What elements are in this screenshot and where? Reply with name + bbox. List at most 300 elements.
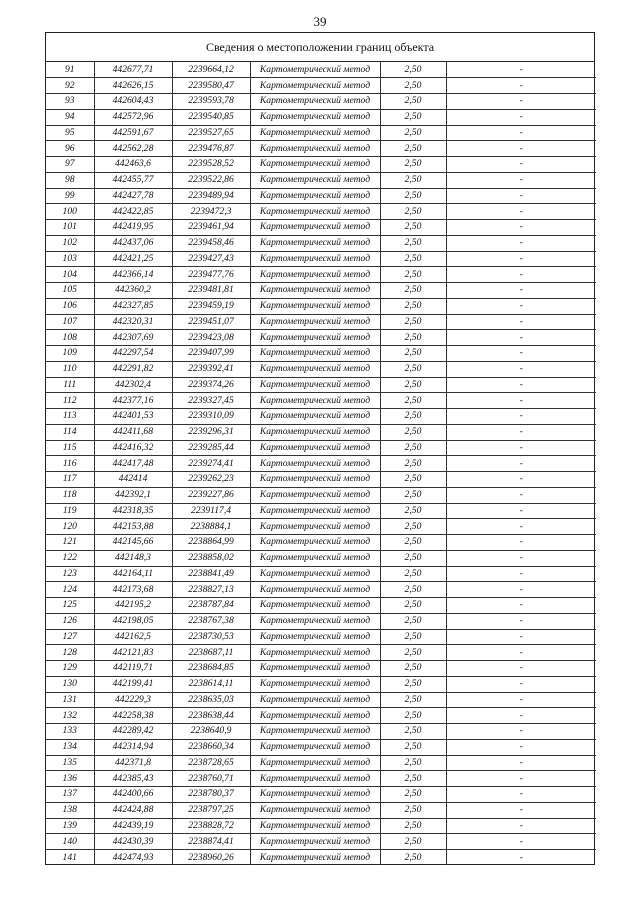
point-number-cell: 97	[46, 157, 94, 173]
x-coordinate-cell: 442229,3	[94, 692, 172, 708]
y-coordinate-cell: 2239374,26	[172, 377, 250, 393]
description-cell: -	[446, 314, 596, 330]
point-number-cell: 121	[46, 535, 94, 551]
description-cell: -	[446, 330, 596, 346]
description-cell: -	[446, 676, 596, 692]
x-coordinate-cell: 442377,16	[94, 393, 172, 409]
accuracy-cell: 2,50	[380, 251, 446, 267]
method-cell: Картометрический метод	[250, 220, 380, 236]
point-number-cell: 103	[46, 251, 94, 267]
method-cell: Картометрический метод	[250, 676, 380, 692]
table-row	[46, 141, 596, 157]
x-coordinate-cell: 442371,8	[94, 755, 172, 771]
x-coordinate-cell: 442320,31	[94, 314, 172, 330]
x-coordinate-cell: 442463,6	[94, 157, 172, 173]
y-coordinate-cell: 2238828,72	[172, 818, 250, 834]
coordinates-table-body	[46, 62, 596, 865]
method-cell: Картометрический метод	[250, 125, 380, 141]
accuracy-cell: 2,50	[380, 235, 446, 251]
method-cell: Картометрический метод	[250, 755, 380, 771]
accuracy-cell: 2,50	[380, 314, 446, 330]
y-coordinate-cell: 2238780,37	[172, 787, 250, 803]
description-cell: -	[446, 456, 596, 472]
method-cell: Картометрический метод	[250, 78, 380, 94]
method-cell: Картометрический метод	[250, 739, 380, 755]
x-coordinate-cell: 442392,1	[94, 487, 172, 503]
accuracy-cell: 2,50	[380, 692, 446, 708]
x-coordinate-cell: 442400,66	[94, 787, 172, 803]
description-cell: -	[446, 472, 596, 488]
description-cell: -	[446, 724, 596, 740]
table-row	[46, 62, 596, 78]
x-coordinate-cell: 442417,48	[94, 456, 172, 472]
accuracy-cell: 2,50	[380, 346, 446, 362]
table-row	[46, 676, 596, 692]
x-coordinate-cell: 442119,71	[94, 661, 172, 677]
description-cell: -	[446, 692, 596, 708]
method-cell: Картометрический метод	[250, 157, 380, 173]
point-number-cell: 125	[46, 598, 94, 614]
y-coordinate-cell: 2238638,44	[172, 708, 250, 724]
table-row	[46, 645, 596, 661]
description-cell: -	[446, 598, 596, 614]
method-cell: Картометрический метод	[250, 314, 380, 330]
y-coordinate-cell: 2238614,11	[172, 676, 250, 692]
y-coordinate-cell: 2239227,86	[172, 487, 250, 503]
method-cell: Картометрический метод	[250, 298, 380, 314]
accuracy-cell: 2,50	[380, 62, 446, 78]
y-coordinate-cell: 2238874,41	[172, 834, 250, 850]
table-row	[46, 172, 596, 188]
x-coordinate-cell: 442327,85	[94, 298, 172, 314]
accuracy-cell: 2,50	[380, 598, 446, 614]
description-cell: -	[446, 235, 596, 251]
x-coordinate-cell: 442297,54	[94, 346, 172, 362]
table-row	[46, 330, 596, 346]
point-number-cell: 116	[46, 456, 94, 472]
y-coordinate-cell: 2239274,41	[172, 456, 250, 472]
method-cell: Картометрический метод	[250, 535, 380, 551]
accuracy-cell: 2,50	[380, 739, 446, 755]
table-row	[46, 314, 596, 330]
y-coordinate-cell: 2239310,09	[172, 409, 250, 425]
point-number-cell: 101	[46, 220, 94, 236]
point-number-cell: 106	[46, 298, 94, 314]
point-number-cell: 114	[46, 424, 94, 440]
table-row	[46, 424, 596, 440]
table-row	[46, 393, 596, 409]
description-cell: -	[446, 519, 596, 535]
method-cell: Картометрический метод	[250, 94, 380, 110]
method-cell: Картометрический метод	[250, 629, 380, 645]
description-cell: -	[446, 283, 596, 299]
table-row	[46, 755, 596, 771]
point-number-cell: 109	[46, 346, 94, 362]
description-cell: -	[446, 771, 596, 787]
method-cell: Картометрический метод	[250, 109, 380, 125]
method-cell: Картометрический метод	[250, 550, 380, 566]
method-cell: Картометрический метод	[250, 850, 380, 866]
x-coordinate-cell: 442302,4	[94, 377, 172, 393]
x-coordinate-cell: 442199,41	[94, 676, 172, 692]
table-row	[46, 692, 596, 708]
point-number-cell: 130	[46, 676, 94, 692]
x-coordinate-cell: 442291,82	[94, 361, 172, 377]
y-coordinate-cell: 2239262,23	[172, 472, 250, 488]
table-row	[46, 787, 596, 803]
accuracy-cell: 2,50	[380, 109, 446, 125]
method-cell: Картометрический метод	[250, 188, 380, 204]
accuracy-cell: 2,50	[380, 708, 446, 724]
table-row	[46, 472, 596, 488]
y-coordinate-cell: 2239451,07	[172, 314, 250, 330]
accuracy-cell: 2,50	[380, 629, 446, 645]
table-row	[46, 298, 596, 314]
y-coordinate-cell: 2239472,3	[172, 204, 250, 220]
accuracy-cell: 2,50	[380, 377, 446, 393]
accuracy-cell: 2,50	[380, 566, 446, 582]
accuracy-cell: 2,50	[380, 172, 446, 188]
method-cell: Картометрический метод	[250, 692, 380, 708]
point-number-cell: 95	[46, 125, 94, 141]
description-cell: -	[446, 613, 596, 629]
point-number-cell: 129	[46, 661, 94, 677]
point-number-cell: 100	[46, 204, 94, 220]
table-row	[46, 188, 596, 204]
method-cell: Картометрический метод	[250, 661, 380, 677]
description-cell: -	[446, 62, 596, 78]
point-number-cell: 93	[46, 94, 94, 110]
accuracy-cell: 2,50	[380, 361, 446, 377]
accuracy-cell: 2,50	[380, 141, 446, 157]
y-coordinate-cell: 2239528,52	[172, 157, 250, 173]
x-coordinate-cell: 442416,32	[94, 440, 172, 456]
table-row	[46, 834, 596, 850]
accuracy-cell: 2,50	[380, 582, 446, 598]
method-cell: Картометрический метод	[250, 519, 380, 535]
x-coordinate-cell: 442162,5	[94, 629, 172, 645]
y-coordinate-cell: 2238728,65	[172, 755, 250, 771]
method-cell: Картометрический метод	[250, 330, 380, 346]
x-coordinate-cell: 442385,43	[94, 771, 172, 787]
description-cell: -	[446, 645, 596, 661]
x-coordinate-cell: 442439,19	[94, 818, 172, 834]
y-coordinate-cell: 2238858,02	[172, 550, 250, 566]
table-row	[46, 566, 596, 582]
description-cell: -	[446, 661, 596, 677]
y-coordinate-cell: 2238797,25	[172, 802, 250, 818]
x-coordinate-cell: 442427,78	[94, 188, 172, 204]
accuracy-cell: 2,50	[380, 125, 446, 141]
accuracy-cell: 2,50	[380, 456, 446, 472]
y-coordinate-cell: 2239527,65	[172, 125, 250, 141]
point-number-cell: 136	[46, 771, 94, 787]
table-row	[46, 661, 596, 677]
method-cell: Картометрический метод	[250, 393, 380, 409]
description-cell: -	[446, 346, 596, 362]
x-coordinate-cell: 442430,39	[94, 834, 172, 850]
method-cell: Картометрический метод	[250, 62, 380, 78]
y-coordinate-cell: 2238684,85	[172, 661, 250, 677]
accuracy-cell: 2,50	[380, 487, 446, 503]
table-row	[46, 346, 596, 362]
accuracy-cell: 2,50	[380, 220, 446, 236]
point-number-cell: 107	[46, 314, 94, 330]
accuracy-cell: 2,50	[380, 771, 446, 787]
y-coordinate-cell: 2239593,78	[172, 94, 250, 110]
point-number-cell: 133	[46, 724, 94, 740]
y-coordinate-cell: 2239296,31	[172, 424, 250, 440]
accuracy-cell: 2,50	[380, 204, 446, 220]
coordinates-table	[46, 62, 596, 865]
table-row	[46, 629, 596, 645]
accuracy-cell: 2,50	[380, 283, 446, 299]
point-number-cell: 124	[46, 582, 94, 598]
x-coordinate-cell: 442173,68	[94, 582, 172, 598]
method-cell: Картометрический метод	[250, 235, 380, 251]
y-coordinate-cell: 2239489,94	[172, 188, 250, 204]
description-cell: -	[446, 377, 596, 393]
description-cell: -	[446, 739, 596, 755]
accuracy-cell: 2,50	[380, 550, 446, 566]
description-cell: -	[446, 818, 596, 834]
description-cell: -	[446, 629, 596, 645]
point-number-cell: 120	[46, 519, 94, 535]
y-coordinate-cell: 2239540,85	[172, 109, 250, 125]
method-cell: Картометрический метод	[250, 377, 380, 393]
table-row	[46, 724, 596, 740]
table-row	[46, 157, 596, 173]
y-coordinate-cell: 2238841,49	[172, 566, 250, 582]
x-coordinate-cell: 442455,77	[94, 172, 172, 188]
point-number-cell: 111	[46, 377, 94, 393]
x-coordinate-cell: 442422,85	[94, 204, 172, 220]
y-coordinate-cell: 2238787,84	[172, 598, 250, 614]
table-row	[46, 613, 596, 629]
description-cell: -	[446, 78, 596, 94]
y-coordinate-cell: 2239477,76	[172, 267, 250, 283]
x-coordinate-cell: 442121,83	[94, 645, 172, 661]
point-number-cell: 137	[46, 787, 94, 803]
description-cell: -	[446, 566, 596, 582]
y-coordinate-cell: 2239664,12	[172, 62, 250, 78]
method-cell: Картометрический метод	[250, 503, 380, 519]
table-row	[46, 598, 596, 614]
table-row	[46, 78, 596, 94]
accuracy-cell: 2,50	[380, 157, 446, 173]
description-cell: -	[446, 487, 596, 503]
method-cell: Картометрический метод	[250, 787, 380, 803]
boundary-table-frame	[45, 32, 595, 865]
point-number-cell: 135	[46, 755, 94, 771]
description-cell: -	[446, 188, 596, 204]
description-cell: -	[446, 157, 596, 173]
x-coordinate-cell: 442195,2	[94, 598, 172, 614]
x-coordinate-cell: 442289,42	[94, 724, 172, 740]
table-row	[46, 456, 596, 472]
method-cell: Картометрический метод	[250, 456, 380, 472]
method-cell: Картометрический метод	[250, 267, 380, 283]
point-number-cell: 102	[46, 235, 94, 251]
accuracy-cell: 2,50	[380, 724, 446, 740]
x-coordinate-cell: 442258,38	[94, 708, 172, 724]
accuracy-cell: 2,50	[380, 834, 446, 850]
table-row	[46, 440, 596, 456]
table-row	[46, 283, 596, 299]
point-number-cell: 118	[46, 487, 94, 503]
table-row	[46, 94, 596, 110]
description-cell: -	[446, 582, 596, 598]
point-number-cell: 119	[46, 503, 94, 519]
table-row	[46, 771, 596, 787]
table-row	[46, 535, 596, 551]
x-coordinate-cell: 442414	[94, 472, 172, 488]
accuracy-cell: 2,50	[380, 818, 446, 834]
description-cell: -	[446, 361, 596, 377]
description-cell: -	[446, 787, 596, 803]
method-cell: Картометрический метод	[250, 645, 380, 661]
description-cell: -	[446, 503, 596, 519]
table-row	[46, 708, 596, 724]
method-cell: Картометрический метод	[250, 251, 380, 267]
description-cell: -	[446, 409, 596, 425]
point-number-cell: 131	[46, 692, 94, 708]
accuracy-cell: 2,50	[380, 409, 446, 425]
method-cell: Картометрический метод	[250, 818, 380, 834]
point-number-cell: 105	[46, 283, 94, 299]
description-cell: -	[446, 172, 596, 188]
accuracy-cell: 2,50	[380, 440, 446, 456]
description-cell: -	[446, 94, 596, 110]
table-row	[46, 251, 596, 267]
description-cell: -	[446, 109, 596, 125]
accuracy-cell: 2,50	[380, 330, 446, 346]
x-coordinate-cell: 442148,3	[94, 550, 172, 566]
method-cell: Картометрический метод	[250, 834, 380, 850]
x-coordinate-cell: 442421,25	[94, 251, 172, 267]
method-cell: Картометрический метод	[250, 361, 380, 377]
page-number: 39	[313, 14, 327, 29]
point-number-cell: 94	[46, 109, 94, 125]
method-cell: Картометрический метод	[250, 613, 380, 629]
x-coordinate-cell: 442411,68	[94, 424, 172, 440]
accuracy-cell: 2,50	[380, 535, 446, 551]
description-cell: -	[446, 440, 596, 456]
y-coordinate-cell: 2238635,03	[172, 692, 250, 708]
x-coordinate-cell: 442424,88	[94, 802, 172, 818]
point-number-cell: 134	[46, 739, 94, 755]
accuracy-cell: 2,50	[380, 676, 446, 692]
y-coordinate-cell: 2238827,13	[172, 582, 250, 598]
y-coordinate-cell: 2238960,26	[172, 850, 250, 866]
x-coordinate-cell: 442366,14	[94, 267, 172, 283]
x-coordinate-cell: 442401,53	[94, 409, 172, 425]
y-coordinate-cell: 2239580,47	[172, 78, 250, 94]
y-coordinate-cell: 2238660,34	[172, 739, 250, 755]
description-cell: -	[446, 755, 596, 771]
x-coordinate-cell: 442474,93	[94, 850, 172, 866]
x-coordinate-cell: 442562,28	[94, 141, 172, 157]
accuracy-cell: 2,50	[380, 188, 446, 204]
y-coordinate-cell: 2239392,41	[172, 361, 250, 377]
accuracy-cell: 2,50	[380, 298, 446, 314]
method-cell: Картометрический метод	[250, 141, 380, 157]
method-cell: Картометрический метод	[250, 566, 380, 582]
method-cell: Картометрический метод	[250, 172, 380, 188]
point-number-cell: 138	[46, 802, 94, 818]
y-coordinate-cell: 2239117,4	[172, 503, 250, 519]
point-number-cell: 117	[46, 472, 94, 488]
x-coordinate-cell: 442198,05	[94, 613, 172, 629]
method-cell: Картометрический метод	[250, 204, 380, 220]
description-cell: -	[446, 204, 596, 220]
accuracy-cell: 2,50	[380, 393, 446, 409]
point-number-cell: 98	[46, 172, 94, 188]
accuracy-cell: 2,50	[380, 424, 446, 440]
y-coordinate-cell: 2239285,44	[172, 440, 250, 456]
y-coordinate-cell: 2238767,38	[172, 613, 250, 629]
point-number-cell: 96	[46, 141, 94, 157]
point-number-cell: 141	[46, 850, 94, 866]
point-number-cell: 108	[46, 330, 94, 346]
x-coordinate-cell: 442314,94	[94, 739, 172, 755]
accuracy-cell: 2,50	[380, 78, 446, 94]
point-number-cell: 112	[46, 393, 94, 409]
description-cell: -	[446, 267, 596, 283]
y-coordinate-cell: 2239476,87	[172, 141, 250, 157]
accuracy-cell: 2,50	[380, 267, 446, 283]
accuracy-cell: 2,50	[380, 802, 446, 818]
method-cell: Картометрический метод	[250, 472, 380, 488]
description-cell: -	[446, 535, 596, 551]
x-coordinate-cell: 442360,2	[94, 283, 172, 299]
table-row	[46, 519, 596, 535]
table-row	[46, 409, 596, 425]
method-cell: Картометрический метод	[250, 440, 380, 456]
x-coordinate-cell: 442153,88	[94, 519, 172, 535]
method-cell: Картометрический метод	[250, 708, 380, 724]
point-number-cell: 123	[46, 566, 94, 582]
description-cell: -	[446, 550, 596, 566]
point-number-cell: 132	[46, 708, 94, 724]
point-number-cell: 92	[46, 78, 94, 94]
y-coordinate-cell: 2238760,71	[172, 771, 250, 787]
y-coordinate-cell: 2238687,11	[172, 645, 250, 661]
accuracy-cell: 2,50	[380, 94, 446, 110]
point-number-cell: 140	[46, 834, 94, 850]
y-coordinate-cell: 2239481,81	[172, 283, 250, 299]
table-row	[46, 802, 596, 818]
point-number-cell: 122	[46, 550, 94, 566]
method-cell: Картометрический метод	[250, 771, 380, 787]
table-row	[46, 204, 596, 220]
point-number-cell: 91	[46, 62, 94, 78]
table-row	[46, 487, 596, 503]
table-row	[46, 235, 596, 251]
table-row	[46, 220, 596, 236]
point-number-cell: 110	[46, 361, 94, 377]
description-cell: -	[446, 850, 596, 866]
table-title: Сведения о местоположении границ объекта	[46, 33, 594, 62]
table-row	[46, 125, 596, 141]
y-coordinate-cell: 2238884,1	[172, 519, 250, 535]
x-coordinate-cell: 442677,71	[94, 62, 172, 78]
description-cell: -	[446, 802, 596, 818]
x-coordinate-cell: 442626,15	[94, 78, 172, 94]
description-cell: -	[446, 393, 596, 409]
x-coordinate-cell: 442437,06	[94, 235, 172, 251]
x-coordinate-cell: 442604,43	[94, 94, 172, 110]
